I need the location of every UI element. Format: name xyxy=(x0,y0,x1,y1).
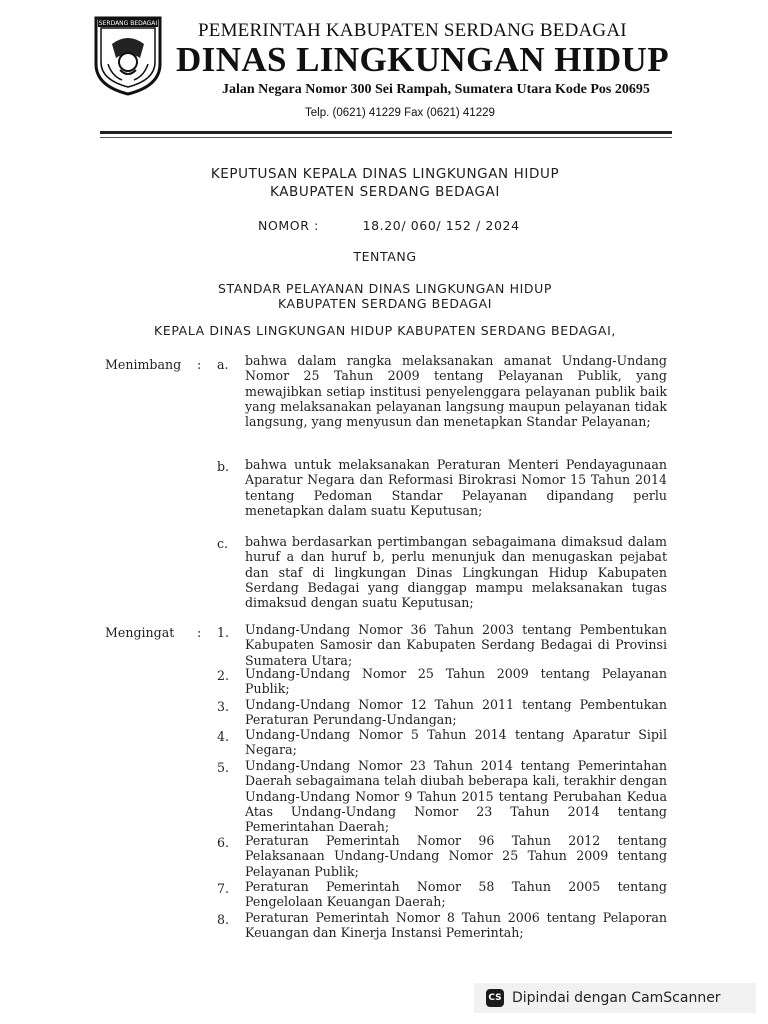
menimbang-item-letter: a. xyxy=(217,357,229,372)
mengingat-item-number: 7. xyxy=(217,881,230,896)
mengingat-item-number: 5. xyxy=(217,760,230,775)
mengingat-item-number: 1. xyxy=(217,625,230,640)
letterhead-divider-thin xyxy=(100,137,672,138)
menimbang-item-letter: c. xyxy=(217,536,229,551)
letterhead-contact: Telp. (0621) 41229 Fax (0621) 41229 xyxy=(305,107,495,119)
mengingat-item-text: Peraturan Pemerintah Nomor 96 Tahun 2012 tentang Pelaksanaan Undang-Undang Nomor 25 Tahun 2009 tentang Pelayanan Publik; xyxy=(245,833,667,879)
mengingat-item-number: 2. xyxy=(217,668,230,683)
mengingat-item-number: 4. xyxy=(217,729,230,744)
mengingat-item-text: Undang-Undang Nomor 5 Tahun 2014 tentang Aparatur Sipil Negara; xyxy=(245,727,667,758)
camscanner-icon: CS xyxy=(486,989,504,1007)
decree-title-region: KABUPATEN SERDANG BEDAGAI xyxy=(270,184,500,200)
decree-subject-region: KABUPATEN SERDANG BEDAGAI xyxy=(277,296,493,311)
mengingat-item-number: 8. xyxy=(217,912,230,927)
mengingat-item-text: Undang-Undang Nomor 25 Tahun 2009 tentang Pelayanan Publik; xyxy=(245,666,667,697)
decree-title: KEPUTUSAN KEPALA DINAS LINGKUNGAN HIDUP xyxy=(210,166,560,182)
menimbang-item-text: bahwa untuk melaksanakan Peraturan Menteri Pendayagunaan Aparatur Negara dan Reformasi Birokrasi Nomor 15 Tahun 2014 tentang Pedoman Standar Pelayanan dipandang perlu menetapkan dalam suatu Keputusan; xyxy=(245,457,667,518)
letterhead-address: Jalan Negara Nomor 300 Sei Rampah, Sumatera Utara Kode Pos 20695 xyxy=(222,82,650,97)
tentang-heading: TENTANG xyxy=(353,249,417,264)
decree-subject: STANDAR PELAYANAN DINAS LINGKUNGAN HIDUP xyxy=(218,281,552,296)
mengingat-item-number: 3. xyxy=(217,699,230,714)
decree-number-value: 18.20/ 060/ 152 / 2024 xyxy=(362,218,520,233)
mengingat-item-number: 6. xyxy=(217,835,230,850)
letterhead-divider xyxy=(100,131,672,134)
mengingat-colon: : xyxy=(197,625,202,640)
menimbang-item-text: bahwa dalam rangka melaksanakan amanat Undang-Undang Nomor 25 Tahun 2009 tentang Pelayanan Publik, yang mewajibkan setiap institusi penyelenggara pelayanan publik baik yang melaksanakan pelayanan langsung maupun pelayanan tidak langsung, yang menyusun dan menetapkan Standar Pelayanan; xyxy=(245,353,667,430)
decree-number-label: NOMOR : xyxy=(258,218,319,233)
mengingat-label: Mengingat xyxy=(105,625,175,640)
regency-logo xyxy=(92,14,164,96)
camscanner-text: Dipindai dengan CamScanner xyxy=(512,990,721,1006)
mengingat-item-text: Undang-Undang Nomor 36 Tahun 2003 tentang Pembentukan Kabupaten Samosir dan Kabupaten Serdang Bedagai di Provinsi Sumatera Utara; xyxy=(245,622,667,668)
menimbang-colon: : xyxy=(197,357,202,372)
issuing-official: KEPALA DINAS LINGKUNGAN HIDUP KABUPATEN SERDANG BEDAGAI, xyxy=(154,323,616,338)
menimbang-label: Menimbang xyxy=(105,357,182,372)
letterhead-agency: DINAS LINGKUNGAN HIDUP xyxy=(176,40,670,79)
menimbang-item-letter: b. xyxy=(217,459,230,474)
letterhead-government: PEMERINTAH KABUPATEN SERDANG BEDAGAI xyxy=(198,20,627,41)
mengingat-item-text: Undang-Undang Nomor 23 Tahun 2014 tentang Pemerintahan Daerah sebagaimana telah diubah beberapa kali, terakhir dengan Undang-Undang Nomor 9 Tahun 2015 tentang Perubahan Kedua Atas Undang-Undang Nomor 23 Tahun 2014 tentang Pemerintahan Daerah; xyxy=(245,758,667,835)
mengingat-item-text: Undang-Undang Nomor 12 Tahun 2011 tentang Pembentukan Peraturan Perundang-Undangan; xyxy=(245,697,667,728)
camscanner-watermark xyxy=(474,983,756,1013)
menimbang-item-text: bahwa berdasarkan pertimbangan sebagaimana dimaksud dalam huruf a dan huruf b, perlu menunjuk dan menugaskan pejabat dan staf di lingkungan Dinas Lingkungan Hidup Kabupaten Serdang Bedagai yang dianggap mampu melaksanakan tugas dimaksud dengan suatu Keputusan; xyxy=(245,534,667,611)
mengingat-item-text: Peraturan Pemerintah Nomor 8 Tahun 2006 tentang Pelaporan Keuangan dan Kinerja Instansi Pemerintah; xyxy=(245,910,667,941)
decree-number xyxy=(258,218,520,233)
svg-text:SERDANG BEDAGAI: SERDANG BEDAGAI xyxy=(98,20,158,27)
mengingat-item-text: Peraturan Pemerintah Nomor 58 Tahun 2005 tentang Pengelolaan Keuangan Daerah; xyxy=(245,879,667,910)
